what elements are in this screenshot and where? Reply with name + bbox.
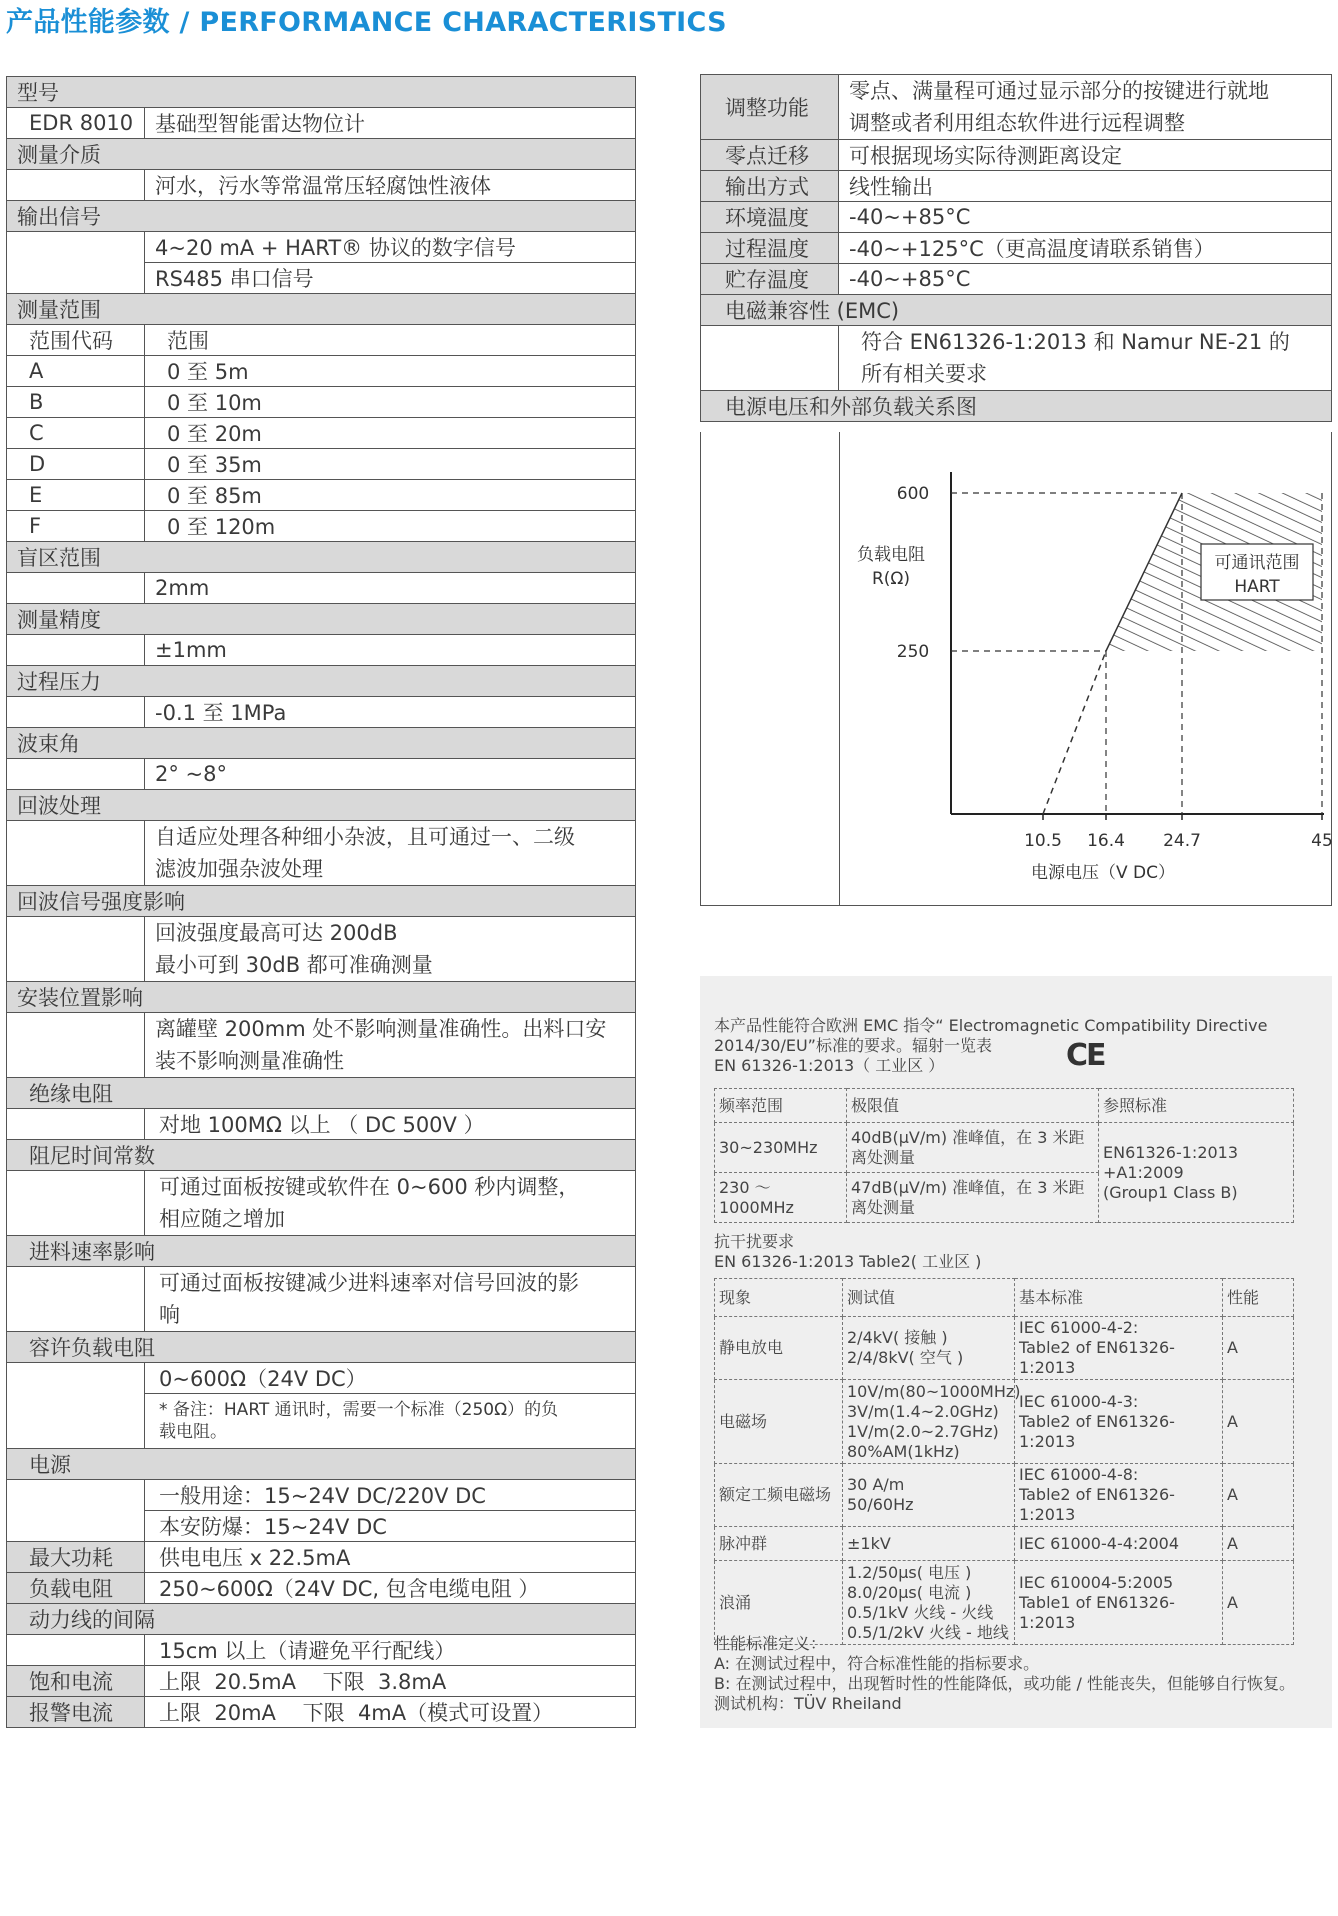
max-power-value: 供电电压 x 22.5mA [145,1542,636,1573]
beam-value: 2° ~8° [145,759,636,790]
x-tick-label: 10.5 [1024,831,1062,851]
immunity-performance: A [1223,1464,1294,1527]
load-res-label: 负载电阻 [7,1573,145,1604]
ambient-value: -40~+85°C [839,202,1332,233]
chart-section-label: 电源电压和外部负载关系图 [701,391,1332,422]
immunity-performance: A [1223,1561,1294,1645]
immunity-tests: ±1kV [843,1527,1015,1561]
x-tick-label: 45 [1311,831,1333,851]
insulation-value: 对地 100MΩ 以上 （ DC 500V ） [145,1109,636,1140]
immunity-header: 基本标准 [1015,1279,1223,1317]
alarm-value: 上限 20mA 下限 4mA（模式可设置） [145,1697,636,1728]
immunity-standards: IEC 61000-4-3: Table2 of EN61326-1:2013 [1015,1380,1223,1464]
hart-label-2: HART [1234,577,1280,597]
emission-header: 频率范围 [715,1089,847,1123]
load-voltage-chart [701,432,1333,906]
y-axis-label-1: 负载电阻 [857,545,925,565]
range-value: 0 至 35m [145,449,636,480]
load-note: * 备注：HART 通讯时，需要一个标准（250Ω）的负 载电阻。 [145,1394,636,1449]
medium-value: 河水，污水等常温常压轻腐蚀性液体 [145,170,636,201]
range-code-header: 范围代码 [7,325,145,356]
echo-value: 自适应处理各种细小杂波，且可通过一、二级 滤波加强杂波处理 [145,821,636,886]
spec-table-left [6,76,636,1728]
immunity-tests: 30 A/m 50/60Hz [843,1464,1015,1527]
immunity-tests: 1.2/50μs( 电压 ) 8.0/20μs( 电流 ) 0.5/1kV 火线 - 火线 0.5/1/2kV 火线 - 地线 [843,1561,1015,1645]
immunity-header: 现象 [715,1279,843,1317]
immunity-header: 性能 [1223,1279,1294,1317]
range-value: 0 至 10m [145,387,636,418]
range-code: F [7,511,145,542]
storage-label: 贮存温度 [701,264,839,295]
immunity-header: 测试值 [843,1279,1015,1317]
y-axis-label-2: R(Ω) [871,569,911,589]
emc-panel [700,976,1332,1728]
range-code: E [7,480,145,511]
emission-freq: 230 ～ 1000MHz [715,1173,847,1223]
emc-intro-3: EN 61326-1:2013（ 工业区 ） [714,1056,945,1075]
range-label: 测量范围 [7,294,636,325]
pressure-label: 过程压力 [7,666,636,697]
max-power-label: 最大功耗 [7,1542,145,1573]
test-agency: 测试机构：TÜV Rheiland [714,1694,902,1713]
load-label: 容许负载电阻 [7,1332,636,1363]
emission-standard: EN61326-1:2013 +A1:2009 (Group1 Class B) [1099,1123,1294,1223]
mount-value: 离罐壁 200mm 处不影响测量准确性。出料口安 装不影响测量准确性 [145,1013,636,1078]
power-value-1: 一般用途：15~24V DC/220V DC [145,1480,636,1511]
x-axis-label: 电源电压（V DC） [1031,863,1175,883]
range-value: 0 至 85m [145,480,636,511]
emission-header: 极限值 [847,1089,1099,1123]
storage-value: -40~+85°C [839,264,1332,295]
immunity-standards: IEC 61000-4-4:2004 [1015,1527,1223,1561]
boundary-line-dashed [1043,651,1106,814]
accuracy-label: 测量精度 [7,604,636,635]
damping-value: 可通过面板按键或软件在 0~600 秒内调整， 相应随之增加 [145,1171,636,1236]
immunity-performance: A [1223,1527,1294,1561]
load-value: 0~600Ω（24V DC） [145,1363,636,1394]
range-value: 0 至 20m [145,418,636,449]
spec-table-right [700,74,1332,422]
echo-label: 回波处理 [7,790,636,821]
range-code: B [7,387,145,418]
immunity-phenomenon: 额定工频电磁场 [715,1464,843,1527]
chart-box [700,432,1332,906]
beam-label: 波束角 [7,728,636,759]
hart-label-1: 可通讯范围 [1214,553,1300,573]
x-tick-label: 16.4 [1087,831,1125,851]
alarm-label: 报警电流 [7,1697,145,1728]
echo-strength-value: 回波强度最高可达 200dB 最小可到 30dB 都可准确测量 [145,917,636,982]
process-temp-value: -40~+125°C（更高温度请联系销售） [839,233,1332,264]
power-value-2: 本安防爆：15~24V DC [145,1511,636,1542]
immunity-performance: A [1223,1317,1294,1380]
cable-label: 动力线的间隔 [7,1604,636,1635]
output-value-1: 4~20 mA + HART® 协议的数字信号 [145,232,636,263]
criteria-title: 性能标准定义： [714,1634,827,1653]
immunity-tests: 2/4kV( 接触 ) 2/4/8kV( 空气 ) [843,1317,1015,1380]
zero-label: 零点迁移 [701,140,839,171]
x-tick-label: 24.7 [1163,831,1201,851]
range-value: 0 至 120m [145,511,636,542]
emission-limit: 47dB(μV/m) 准峰值，在 3 米距 离处测量 [847,1173,1099,1223]
range-code: A [7,356,145,387]
emc-intro-2: 2014/30/EU”标准的要求。辐射一览表 [714,1036,992,1055]
immunity-title-1: 抗干扰要求 [714,1232,795,1251]
y-tick-label-250: 250 [896,642,930,662]
blind-label: 盲区范围 [7,542,636,573]
range-value: 0 至 5m [145,356,636,387]
load-res-value: 250~600Ω（24V DC, 包含电缆电阻 ） [145,1573,636,1604]
medium-label: 测量介质 [7,139,636,170]
feed-value: 可通过面板按键减少进料速率对信号回波的影 响 [145,1267,636,1332]
range-code: C [7,418,145,449]
model-code: EDR 8010 [7,108,145,139]
range-code: D [7,449,145,480]
adjust-label: 调整功能 [701,75,839,140]
page-title: 产品性能参数 / PERFORMANCE CHARACTERISTICS [6,7,727,38]
emc-intro-1: 本产品性能符合欧洲 EMC 指令“ Electromagnetic Compatibility Directive [714,1016,1268,1035]
immunity-standards: IEC 61000-4-8: Table2 of EN61326-1:2013 [1015,1464,1223,1527]
emission-table [714,1088,1294,1223]
immunity-tests: 10V/m(80~1000MHz) 3V/m(1.4~2.0GHz) 1V/m(2.0~2.7GHz) 80%AM(1kHz) [843,1380,1015,1464]
ambient-label: 环境温度 [701,202,839,233]
echo-strength-label: 回波信号强度影响 [7,886,636,917]
immunity-title-2: EN 61326-1:2013 Table2( 工业区 ) [714,1252,982,1271]
immunity-standards: IEC 610004-5:2005 Table1 of EN61326-1:2013 [1015,1561,1223,1645]
criteria-b: B: 在测试过程中，出现暂时性的性能降低，或功能 / 性能丧失，但能够自行恢复。 [714,1674,1296,1693]
damping-label: 阻尼时间常数 [7,1140,636,1171]
emc-label: 电磁兼容性 (EMC) [701,295,1332,326]
insulation-label: 绝缘电阻 [7,1078,636,1109]
blind-value: 2mm [145,573,636,604]
model-name: 基础型智能雷达物位计 [145,108,636,139]
output-mode-value: 线性输出 [839,171,1332,202]
immunity-performance: A [1223,1380,1294,1464]
process-temp-label: 过程温度 [701,233,839,264]
range-header: 范围 [145,325,636,356]
immunity-phenomenon: 电磁场 [715,1380,843,1464]
mount-label: 安装位置影响 [7,982,636,1013]
model-label: 型号 [7,77,636,108]
pressure-value: -0.1 至 1MPa [145,697,636,728]
output-mode-label: 输出方式 [701,171,839,202]
emission-limit: 40dB(μV/m) 准峰值，在 3 米距 离处测量 [847,1123,1099,1173]
accuracy-value: ±1mm [145,635,636,666]
criteria-a: A: 在测试过程中，符合标准性能的指标要求。 [714,1654,1040,1673]
immunity-standards: IEC 61000-4-2: Table2 of EN61326-1:2013 [1015,1317,1223,1380]
saturation-value: 上限 20.5mA 下限 3.8mA [145,1666,636,1697]
output-label: 输出信号 [7,201,636,232]
feed-label: 进料速率影响 [7,1236,636,1267]
y-tick-label-600: 600 [896,484,930,504]
zero-value: 可根据现场实际待测距离设定 [839,140,1332,171]
adjust-value: 零点、满量程可通过显示部分的按键进行就地 调整或者利用组态软件进行远程调整 [839,75,1332,140]
ce-mark: CE [1066,1038,1105,1073]
immunity-table [714,1278,1294,1645]
immunity-phenomenon: 脉冲群 [715,1527,843,1561]
saturation-label: 饱和电流 [7,1666,145,1697]
immunity-phenomenon: 浪涌 [715,1561,843,1645]
emc-value: 符合 EN61326-1:2013 和 Namur NE-21 的 所有相关要求 [839,326,1332,391]
power-label: 电源 [7,1449,636,1480]
immunity-phenomenon: 静电放电 [715,1317,843,1380]
output-value-2: RS485 串口信号 [145,263,636,294]
emission-freq: 30~230MHz [715,1123,847,1173]
emission-header: 参照标准 [1099,1089,1294,1123]
cable-value: 15cm 以上（请避免平行配线） [145,1635,636,1666]
